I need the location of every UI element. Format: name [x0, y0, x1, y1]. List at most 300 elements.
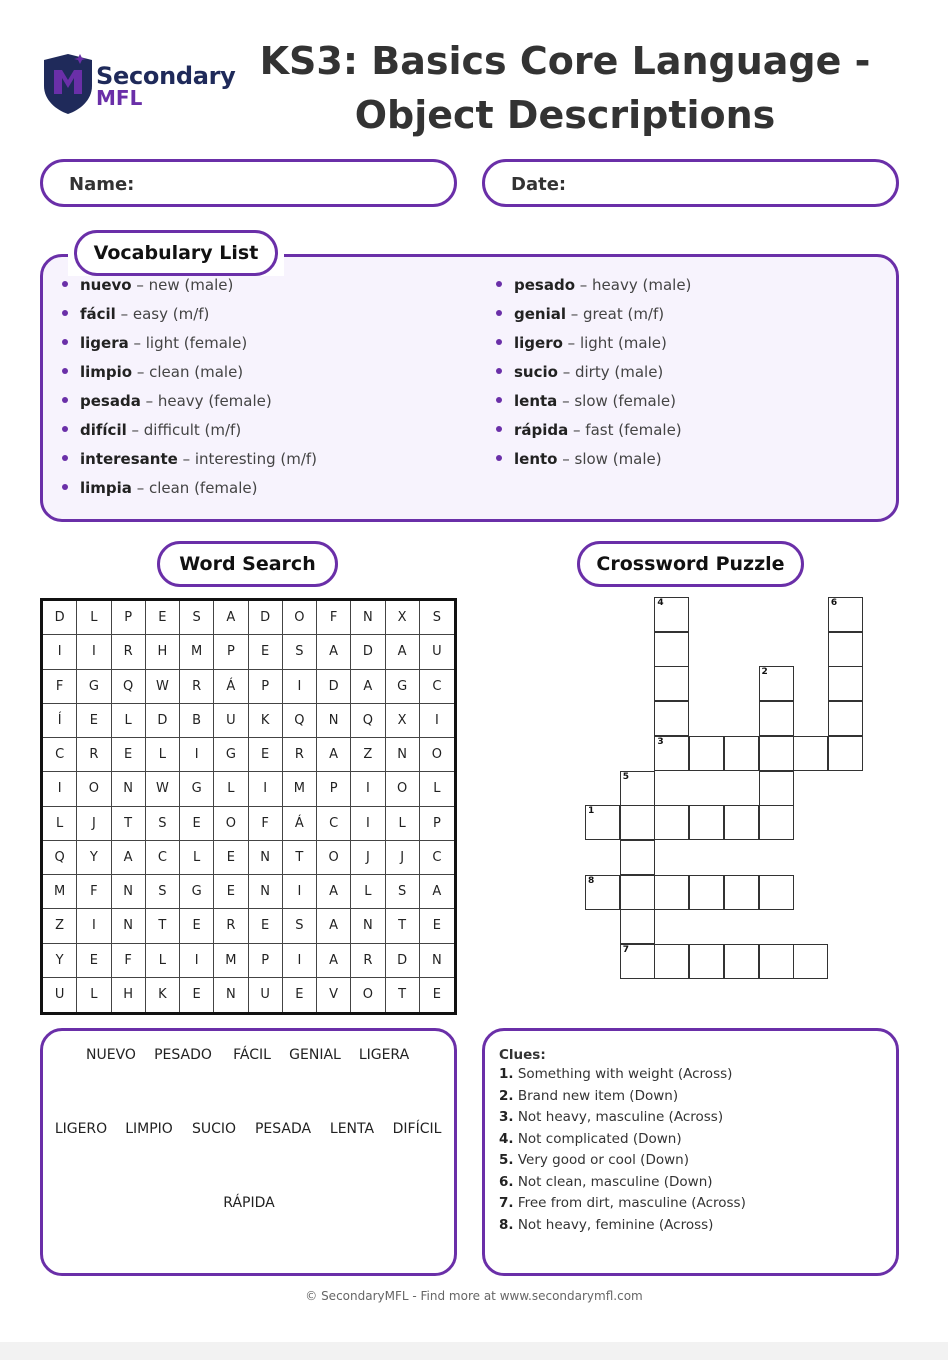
word-search-cell[interactable]: S — [146, 875, 180, 909]
clues-heading: Clues: — [499, 1047, 546, 1063]
page-title-line1: KS3: Basics Core Language - — [259, 39, 871, 83]
word-search-cell[interactable]: N — [112, 875, 146, 909]
word-search-cell[interactable]: L — [146, 738, 180, 772]
clue-text: Very good or cool (Down) — [513, 1152, 689, 1168]
vocab-word: ligera — [80, 334, 129, 352]
word-search-cell[interactable]: N — [249, 841, 283, 875]
crossword-cell[interactable] — [689, 944, 724, 979]
crossword-cell[interactable] — [759, 944, 794, 979]
vocab-word: limpio — [80, 363, 133, 381]
word-search-cell[interactable]: R — [112, 635, 146, 669]
clue-item — [499, 1195, 746, 1211]
clue-item — [499, 1152, 689, 1168]
word-search-cell[interactable]: M — [43, 875, 77, 909]
vocab-item — [496, 450, 662, 468]
crossword-cell[interactable] — [759, 805, 794, 840]
vocab-meaning: – clean (female) — [131, 479, 258, 497]
crossword-cell[interactable] — [724, 944, 759, 979]
clue-item — [499, 1217, 713, 1233]
word-search-cell[interactable]: R — [283, 738, 317, 772]
word-search-cell[interactable]: A — [317, 944, 351, 978]
word-bank-word: PESADO — [154, 1047, 212, 1063]
crossword-cell[interactable] — [759, 701, 794, 736]
word-search-cell[interactable]: O — [386, 772, 420, 806]
crossword-cell[interactable] — [828, 632, 863, 667]
clue-text: Free from dirt, masculine (Across) — [513, 1195, 746, 1211]
word-search-cell[interactable]: A — [317, 875, 351, 909]
word-search-cell[interactable]: L — [420, 772, 454, 806]
word-search-cell[interactable]: C — [43, 738, 77, 772]
word-search-cell[interactable]: L — [180, 841, 214, 875]
word-search-cell[interactable]: N — [386, 738, 420, 772]
vocab-meaning: – new (male) — [131, 276, 234, 294]
clue-text: Not heavy, feminine (Across) — [513, 1216, 714, 1233]
word-search-cell[interactable]: E — [146, 601, 180, 635]
word-search-cell[interactable]: E — [249, 635, 283, 669]
word-search-cell[interactable]: E — [420, 909, 454, 943]
word-search-cell[interactable]: B — [180, 704, 214, 738]
crossword-cell[interactable] — [724, 875, 759, 910]
crossword-cell[interactable] — [654, 666, 689, 701]
word-search-cell[interactable]: N — [317, 704, 351, 738]
name-field[interactable] — [40, 159, 457, 207]
vocab-word: lenta — [514, 392, 558, 410]
word-search-cell[interactable]: N — [420, 944, 454, 978]
crossword-clue-number: 3 — [657, 736, 664, 747]
bullet-dot-icon — [62, 281, 68, 287]
word-search-cell[interactable]: E — [77, 944, 111, 978]
clue-item — [499, 1174, 713, 1190]
crossword-cell[interactable] — [828, 597, 863, 632]
crossword-clue-number: 7 — [622, 945, 629, 955]
vocab-item — [62, 479, 257, 497]
word-search-cell[interactable]: A — [386, 635, 420, 669]
crossword-cell[interactable] — [654, 805, 689, 840]
vocab-item — [62, 334, 247, 352]
crossword-cell[interactable] — [689, 875, 724, 910]
word-search-cell[interactable]: F — [112, 944, 146, 978]
crossword-clue-number: 6 — [830, 598, 838, 608]
crossword-clue-number: 8 — [588, 875, 595, 886]
word-search-cell[interactable]: L — [77, 601, 111, 635]
word-search-cell[interactable]: I — [180, 944, 214, 978]
word-search-cell[interactable]: N — [351, 601, 385, 635]
vocab-word: nuevo — [80, 276, 132, 294]
crossword-cell[interactable] — [689, 736, 724, 771]
word-search-cell[interactable]: I — [283, 875, 317, 909]
bottom-band — [0, 1342, 948, 1360]
vocab-word: interesante — [80, 450, 178, 468]
word-search-cell[interactable]: S — [386, 875, 420, 909]
word-search-cell[interactable]: S — [420, 601, 454, 635]
word-search-cell[interactable]: Q — [43, 841, 77, 875]
clue-item — [499, 1066, 732, 1082]
word-bank-word: DIFÍCIL — [392, 1121, 442, 1137]
clue-number: 8. — [499, 1216, 514, 1233]
word-search-cell[interactable]: L — [351, 875, 385, 909]
page-title — [250, 34, 880, 142]
bullet-dot-icon — [62, 455, 68, 461]
vocab-item — [496, 421, 682, 439]
vocab-item — [496, 305, 664, 323]
word-search-cell[interactable]: E — [214, 841, 248, 875]
word-search-cell[interactable]: C — [146, 841, 180, 875]
crossword-cell[interactable] — [654, 875, 689, 910]
word-search-cell[interactable]: L — [112, 704, 146, 738]
crossword-cell[interactable] — [585, 805, 620, 840]
word-search-cell[interactable]: W — [146, 772, 180, 806]
word-search-cell[interactable]: S — [146, 807, 180, 841]
word-search-cell[interactable]: P — [249, 670, 283, 704]
vocab-item — [62, 421, 241, 439]
word-bank-panel — [40, 1028, 457, 1276]
word-search-cell[interactable]: A — [317, 635, 351, 669]
clue-number: 3. — [499, 1109, 514, 1125]
word-bank-word: SUCIO — [191, 1121, 237, 1137]
crossword-cell[interactable] — [689, 805, 724, 840]
word-bank-word: PESADA — [254, 1121, 312, 1137]
crossword-cell[interactable] — [654, 944, 689, 979]
vocab-meaning: – slow (male) — [557, 450, 662, 468]
clue-text: Not heavy, masculine (Across) — [513, 1109, 724, 1125]
vocab-word: pesada — [80, 392, 141, 410]
bullet-dot-icon — [496, 426, 502, 432]
word-search-cell[interactable]: Q — [112, 670, 146, 704]
crossword-cell[interactable] — [654, 597, 689, 632]
word-search-cell[interactable]: Q — [283, 704, 317, 738]
word-search-cell[interactable]: D — [351, 635, 385, 669]
word-search-cell[interactable]: Y — [43, 944, 77, 978]
clue-text: Brand new item (Down) — [513, 1087, 679, 1104]
word-search-cell[interactable]: T — [112, 807, 146, 841]
crossword-cell[interactable] — [828, 666, 863, 701]
word-search-cell[interactable]: R — [77, 738, 111, 772]
clue-text: Not clean, masculine (Down) — [513, 1173, 713, 1190]
word-search-cell[interactable]: F — [249, 807, 283, 841]
word-search-cell[interactable]: U — [249, 978, 283, 1012]
vocab-item — [496, 276, 691, 294]
crossword-cell[interactable] — [724, 736, 759, 771]
word-search-cell[interactable]: G — [214, 738, 248, 772]
vocab-meaning: – fast (female) — [568, 421, 682, 439]
bullet-dot-icon — [496, 339, 502, 345]
word-search-cell[interactable]: D — [43, 601, 77, 635]
word-search-cell[interactable]: I — [283, 670, 317, 704]
word-search-cell[interactable]: A — [317, 909, 351, 943]
word-search-cell[interactable]: J — [351, 841, 385, 875]
crossword-cell[interactable] — [724, 805, 759, 840]
word-search-cell[interactable]: X — [386, 704, 420, 738]
vocab-item — [496, 334, 667, 352]
word-search-cell[interactable]: P — [214, 635, 248, 669]
word-search-cell[interactable]: E — [112, 738, 146, 772]
word-search-cell[interactable]: P — [420, 807, 454, 841]
crossword-heading: Crossword Puzzle — [577, 541, 804, 587]
word-search-cell[interactable]: A — [420, 875, 454, 909]
word-search-cell[interactable]: O — [420, 738, 454, 772]
word-search-cell[interactable]: D — [146, 704, 180, 738]
crossword-cell[interactable] — [620, 840, 655, 875]
word-bank-word: LIGERO — [54, 1121, 108, 1137]
word-search-cell[interactable]: I — [180, 738, 214, 772]
vocab-item — [496, 392, 676, 410]
word-search-cell[interactable]: S — [283, 635, 317, 669]
word-search-cell[interactable]: E — [180, 978, 214, 1012]
bullet-dot-icon — [62, 368, 68, 374]
word-search-cell[interactable]: F — [43, 670, 77, 704]
word-search-cell[interactable]: G — [180, 772, 214, 806]
word-search-cell[interactable]: G — [77, 670, 111, 704]
word-search-cell[interactable]: E — [180, 807, 214, 841]
vocab-word: rápida — [514, 421, 569, 439]
word-search-cell[interactable]: C — [420, 670, 454, 704]
word-search-cell[interactable]: O — [214, 807, 248, 841]
crossword-cell[interactable] — [654, 632, 689, 667]
word-search-cell[interactable]: Z — [43, 909, 77, 943]
word-search-cell[interactable]: I — [43, 772, 77, 806]
word-search-cell[interactable]: I — [77, 909, 111, 943]
vocab-word: difícil — [80, 421, 127, 439]
word-search-cell[interactable]: N — [112, 772, 146, 806]
clue-number: 4. — [499, 1130, 514, 1147]
name-label: Name: — [69, 174, 135, 195]
bullet-dot-icon — [62, 484, 68, 490]
word-bank-word: LENTA — [329, 1121, 375, 1137]
crossword-clue-number: 1 — [588, 806, 595, 817]
word-search-cell[interactable]: M — [180, 635, 214, 669]
clue-number: 5. — [499, 1152, 514, 1168]
bullet-dot-icon — [496, 455, 502, 461]
vocab-item — [496, 363, 663, 381]
word-search-cell[interactable]: U — [43, 978, 77, 1012]
word-search-cell[interactable]: I — [283, 944, 317, 978]
word-search-cell[interactable]: O — [283, 601, 317, 635]
word-search-cell[interactable]: I — [420, 704, 454, 738]
word-search-cell[interactable]: C — [420, 841, 454, 875]
word-search-cell[interactable]: Á — [283, 807, 317, 841]
crossword-cell[interactable] — [759, 771, 794, 806]
crossword-cell[interactable] — [620, 805, 655, 840]
word-search-cell[interactable]: Á — [214, 670, 248, 704]
word-search-cell[interactable]: J — [77, 807, 111, 841]
word-search-cell[interactable]: E — [283, 978, 317, 1012]
crossword-cell[interactable] — [759, 666, 794, 701]
word-search-cell[interactable]: L — [77, 978, 111, 1012]
crossword-cell[interactable] — [793, 736, 828, 771]
vocab-meaning: – easy (m/f) — [115, 305, 210, 323]
word-search-cell[interactable]: K — [249, 704, 283, 738]
date-field[interactable] — [482, 159, 899, 207]
word-search-cell[interactable]: A — [214, 601, 248, 635]
bullet-dot-icon — [496, 310, 502, 316]
vocab-item — [62, 276, 233, 294]
crossword-cell[interactable] — [828, 736, 863, 771]
word-search-cell[interactable]: E — [432, 986, 441, 1002]
clue-item — [499, 1109, 723, 1125]
word-search-cell[interactable]: U — [214, 704, 248, 738]
word-search-cell[interactable]: Z — [351, 738, 385, 772]
word-search-cell[interactable]: I — [43, 635, 77, 669]
word-search-cell[interactable]: T — [386, 909, 420, 943]
bullet-dot-icon — [62, 339, 68, 345]
word-search-cell[interactable]: W — [146, 670, 180, 704]
bullet-dot-icon — [496, 397, 502, 403]
crossword-cell[interactable] — [654, 736, 689, 771]
vocab-word: genial — [514, 305, 566, 323]
crossword-clue-number: 2 — [761, 667, 768, 678]
word-search-cell[interactable]: P — [317, 772, 351, 806]
word-search-cell[interactable]: Y — [77, 841, 111, 875]
word-search-cell[interactable]: I — [351, 807, 385, 841]
word-search-cell[interactable]: D — [317, 670, 351, 704]
logo-shield-icon — [40, 52, 96, 116]
word-search-cell[interactable]: L — [214, 772, 248, 806]
word-search-cell[interactable]: H — [112, 978, 146, 1012]
word-bank-word: RÁPIDA — [223, 1195, 275, 1211]
vocab-meaning: – dirty (male) — [557, 363, 664, 381]
word-search-cell[interactable]: X — [386, 601, 420, 635]
word-search-cell[interactable]: N — [214, 978, 248, 1012]
vocab-item — [62, 305, 209, 323]
word-search-cell[interactable]: R — [180, 670, 214, 704]
word-search-cell[interactable]: T — [146, 909, 180, 943]
word-search-cell[interactable]: E — [180, 909, 214, 943]
bullet-dot-icon — [62, 426, 68, 432]
word-search-cell[interactable]: I — [77, 635, 111, 669]
word-search-cell[interactable]: O — [317, 841, 351, 875]
vocab-meaning: – light (male) — [562, 334, 667, 352]
word-search-cell[interactable]: O — [351, 978, 385, 1012]
crossword-grid[interactable] — [585, 597, 885, 982]
word-search-cell[interactable]: M — [214, 944, 248, 978]
vocab-word: sucio — [514, 363, 558, 381]
vocab-meaning: – great (m/f) — [566, 305, 665, 323]
crossword-cell[interactable] — [620, 909, 655, 944]
clue-item — [499, 1088, 678, 1104]
crossword-cell[interactable] — [654, 701, 689, 736]
bullet-dot-icon — [62, 310, 68, 316]
word-search-cell[interactable]: L — [43, 807, 77, 841]
crossword-cell[interactable] — [585, 875, 620, 910]
word-search-cell[interactable]: F — [317, 601, 351, 635]
vocab-meaning: – difficult (m/f) — [126, 421, 242, 439]
crossword-cell[interactable] — [620, 875, 655, 910]
vocab-meaning: – heavy (female) — [140, 392, 272, 410]
crossword-cell[interactable] — [793, 944, 828, 979]
word-search-heading: Word Search — [157, 541, 338, 587]
word-search-cell[interactable]: E — [77, 704, 111, 738]
word-search-cell[interactable]: R — [214, 909, 248, 943]
logo-text-line1: Secondary — [96, 62, 236, 90]
word-search-grid[interactable] — [40, 598, 457, 1015]
clues-panel — [482, 1028, 899, 1276]
word-search-cell[interactable]: E — [249, 909, 283, 943]
word-search-cell[interactable]: V — [317, 978, 351, 1012]
word-search-cell[interactable]: N — [112, 909, 146, 943]
vocab-item — [62, 392, 272, 410]
vocabulary-heading: Vocabulary List — [74, 230, 278, 276]
crossword-clue-number: 5 — [622, 771, 629, 782]
word-search-cell[interactable]: T — [386, 978, 420, 1012]
word-bank-word: FÁCIL — [233, 1047, 271, 1063]
vocab-meaning: – slow (female) — [557, 392, 676, 410]
word-search-cell[interactable]: S — [180, 601, 214, 635]
clue-item — [499, 1131, 682, 1147]
clue-number: 6. — [499, 1173, 514, 1190]
word-search-cell[interactable]: G — [386, 670, 420, 704]
word-search-cell[interactable]: L — [146, 944, 180, 978]
word-bank-word: LIMPIO — [125, 1121, 173, 1137]
word-search-cell[interactable]: A — [112, 841, 146, 875]
vocab-word: pesado — [514, 276, 576, 294]
word-search-cell[interactable]: D — [386, 944, 420, 978]
word-search-cell[interactable]: F — [77, 875, 111, 909]
crossword-cell[interactable] — [620, 944, 655, 979]
clue-text: Not complicated (Down) — [513, 1130, 682, 1147]
clue-number: 1. — [499, 1066, 514, 1082]
footer-text: © SecondaryMFL - Find more at www.secondarymfl.com — [305, 1289, 643, 1303]
word-search-cell[interactable]: M — [283, 772, 317, 806]
word-bank-word: NUEVO — [86, 1047, 136, 1063]
bullet-dot-icon — [496, 281, 502, 287]
word-search-cell[interactable]: P — [112, 601, 146, 635]
word-search-cell[interactable]: D — [249, 601, 283, 635]
crossword-clue-number: 4 — [657, 598, 664, 608]
word-search-cell[interactable]: K — [146, 978, 180, 1012]
clue-number: 2. — [499, 1087, 514, 1104]
word-search-cell[interactable]: R — [351, 944, 385, 978]
word-search-cell[interactable]: I — [351, 772, 385, 806]
page-title-line2: Object Descriptions — [354, 93, 776, 137]
logo — [40, 52, 236, 116]
word-search-cell[interactable]: S — [283, 909, 317, 943]
word-search-cell[interactable]: A — [317, 738, 351, 772]
word-bank-word: LIGERA — [358, 1047, 410, 1063]
bullet-dot-icon — [496, 368, 502, 374]
vocab-item — [62, 363, 243, 381]
crossword-cell[interactable] — [759, 736, 794, 771]
word-search-cell[interactable]: Q — [351, 704, 385, 738]
vocab-meaning: – heavy (male) — [575, 276, 692, 294]
word-search-cell[interactable]: E — [249, 738, 283, 772]
vocab-meaning: – clean (male) — [132, 363, 244, 381]
word-search-cell[interactable]: A — [351, 670, 385, 704]
word-search-cell[interactable]: C — [317, 807, 351, 841]
crossword-cell[interactable] — [828, 701, 863, 736]
vocab-word: fácil — [80, 305, 116, 323]
word-search-cell[interactable]: N — [351, 909, 385, 943]
word-search-cell[interactable]: U — [420, 635, 454, 669]
word-search-cell[interactable]: Í — [43, 704, 77, 738]
vocab-meaning: – light (female) — [128, 334, 248, 352]
vocab-word: limpia — [80, 479, 132, 497]
word-search-cell[interactable]: H — [146, 635, 180, 669]
word-search-cell[interactable]: T — [283, 841, 317, 875]
vocab-item — [62, 450, 317, 468]
crossword-cell[interactable] — [620, 771, 655, 806]
word-search-cell[interactable]: G — [180, 875, 214, 909]
word-search-cell[interactable]: I — [249, 772, 283, 806]
word-search-cell[interactable]: J — [386, 841, 420, 875]
word-search-cell[interactable]: O — [77, 772, 111, 806]
vocab-word: lento — [514, 450, 558, 468]
word-search-cell[interactable]: L — [386, 807, 420, 841]
word-search-cell[interactable]: N — [249, 875, 283, 909]
vocab-meaning: – interesting (m/f) — [177, 450, 318, 468]
crossword-cell[interactable] — [759, 875, 794, 910]
word-search-cell[interactable]: E — [214, 875, 248, 909]
word-search-cell[interactable]: P — [249, 944, 283, 978]
